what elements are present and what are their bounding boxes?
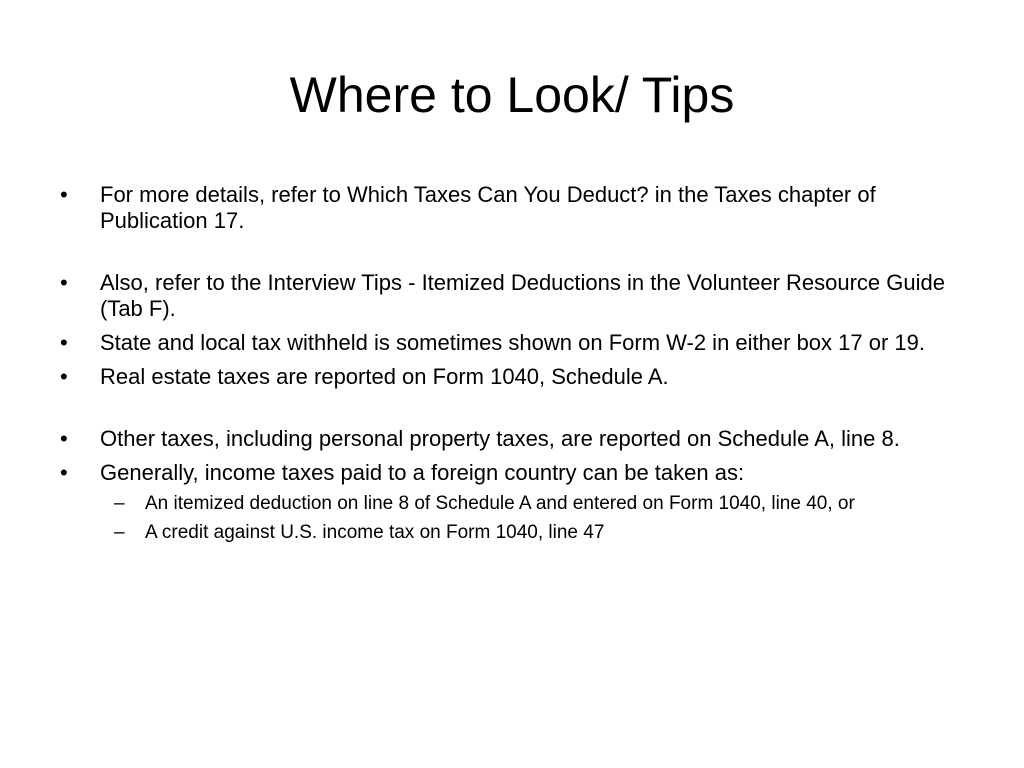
bullet-text: Real estate taxes are reported on Form 1040, Schedule A. <box>100 364 669 389</box>
bullet-item <box>58 270 968 322</box>
sub-bullet-item <box>100 492 968 515</box>
bullet-marker: • <box>60 182 68 207</box>
dash-marker: – <box>114 493 125 514</box>
bullet-item <box>58 330 968 356</box>
bullet-marker: • <box>60 270 68 295</box>
bullet-item <box>58 182 968 234</box>
dash-marker: – <box>114 522 125 543</box>
bullet-item <box>58 364 968 390</box>
bullet-marker: • <box>60 330 68 355</box>
bullet-text: Generally, income taxes paid to a foreign country can be taken as: <box>100 460 745 485</box>
bullet-text: State and local tax withheld is sometimes shown on Form W-2 in either box 17 or 19. <box>100 330 925 355</box>
bullet-list <box>58 182 968 544</box>
bullet-marker: • <box>60 460 68 485</box>
bullet-item <box>58 460 968 544</box>
sub-bullet-text: A credit against U.S. income tax on Form 1040, line 47 <box>145 522 605 543</box>
bullet-text: Other taxes, including personal property taxes, are reported on Schedule A, line 8. <box>100 426 900 451</box>
sub-bullet-item <box>100 521 968 544</box>
bullet-marker: • <box>60 426 68 451</box>
slide-content <box>58 182 968 544</box>
bullet-text: For more details, refer to Which Taxes Can You Deduct? in the Taxes chapter of Publication 17. <box>100 182 876 233</box>
slide-title: Where to Look/ Tips <box>289 67 735 123</box>
bullet-marker: • <box>60 364 68 389</box>
bullet-text: Also, refer to the Interview Tips - Itemized Deductions in the Volunteer Resource Guide (Tab F). <box>100 270 945 321</box>
sub-bullet-text: An itemized deduction on line 8 of Schedule A and entered on Form 1040, line 40, or <box>145 493 855 514</box>
sub-bullet-list <box>100 492 968 544</box>
bullet-item <box>58 426 968 452</box>
